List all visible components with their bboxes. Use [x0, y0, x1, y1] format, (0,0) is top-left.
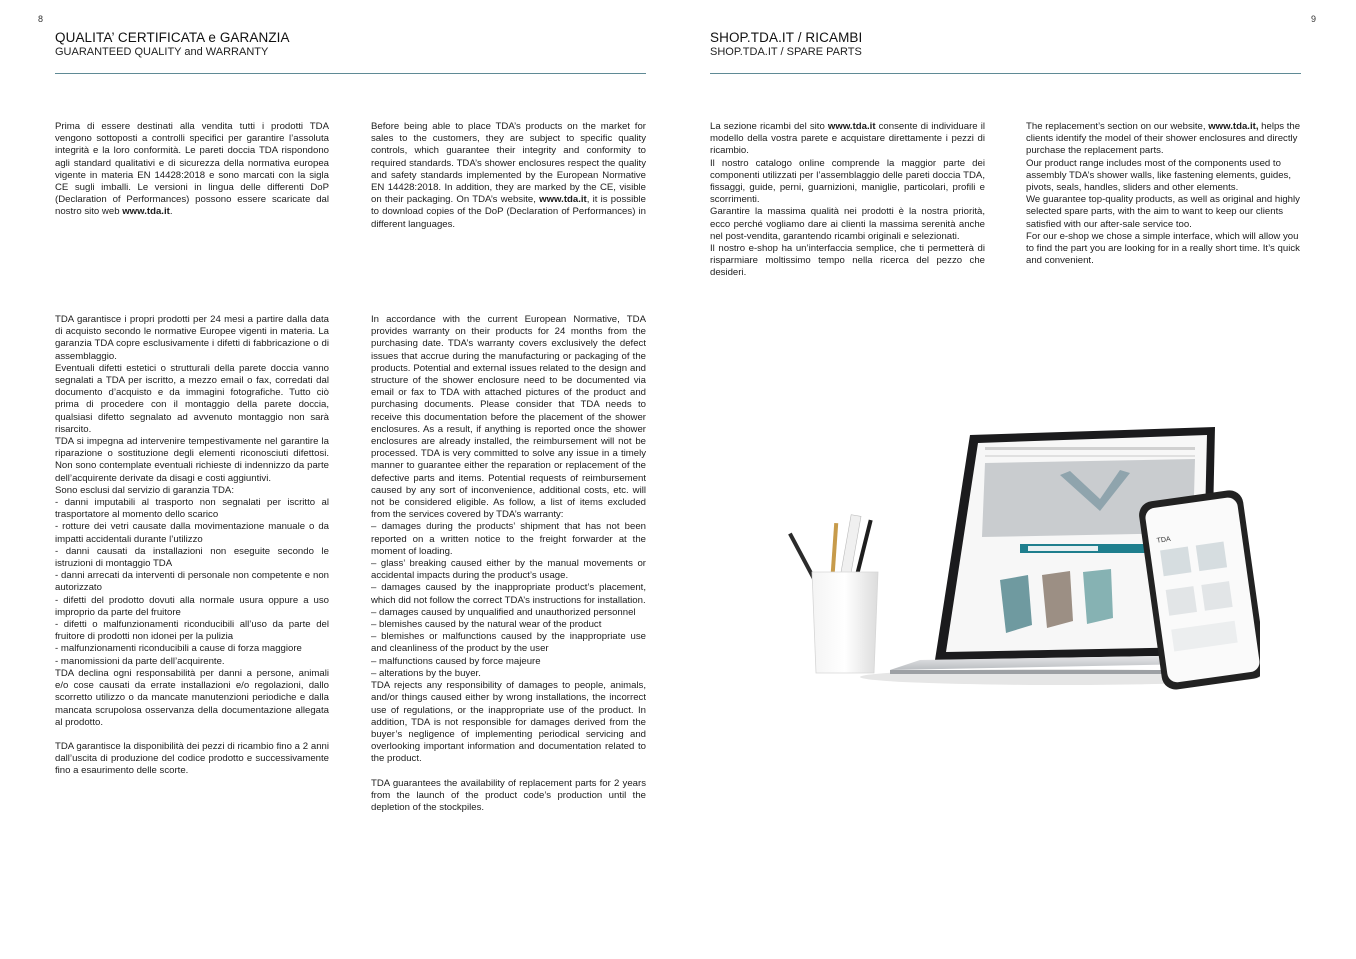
- en-spare-parts: TDA guarantees the availability of replacement parts for 2 years from the launch of the product code’s production until the depletion of the stockpiles.: [371, 777, 646, 813]
- phone-item-4: [1201, 581, 1232, 611]
- eshop-devices-illustration: [770, 415, 1260, 705]
- en-quality-text: Before being able to place TDA’s products on the market for sales to the customers, they are subject to specific quality controls, which guarantee their integrity and conformity to required standards. TDA’s shower enclosures respect the quality and safety standards implemented by the European Normative EN 14428:2018. In addition, they are marked by the CE, visible on their packaging. On TDA’s website, www.tda.it, it is possible to download copies of the DoP (Declaration of Performances) in different languages.: [371, 121, 647, 230]
- title-rule-left: [55, 73, 646, 74]
- tda-link-shop-en[interactable]: www.tda.it,: [1208, 121, 1259, 132]
- it-spare-parts: TDA garantisce la disponibilità dei pezzi di ricambio fino a 2 anni dall’uscita di produzione del codice prodotto e successivamente fino a esaurimento delle scorte.: [55, 740, 329, 777]
- tda-link-en[interactable]: www.tda.it: [539, 194, 587, 206]
- tda-link-it[interactable]: www.tda.it: [122, 206, 170, 218]
- page-number-right: 9: [1311, 14, 1317, 24]
- en-shop-text: The replacement’s section on our website, www.tda.it, helps the clients identify the model of their shower enclosures and directly purchase the replacement parts. Our product range includes most of the components used to assembly TDA’s shower walls, like fastening elements, guides, pivots, seals, handles, sliders and other elements. We guarantee top-quality products, as well as original and highly selected spare parts, with the aim to want to keep our clients satisfied with our after-sale service too. For our e-shop we chose a simple interface, which will allow you to find the part you are looking for in a really short time. It’s quick and convenient.: [1026, 121, 1301, 267]
- site-nav-bar: [985, 455, 1195, 457]
- en-warranty-text: In accordance with the current European Normative, TDA provides warranty on their products for 24 months from the purchasing date. TDA’s warranty covers exclusively the defect issues that accrue during the manufacturing or packaging of the products. Potential and external issues related to the design and structure of the shower enclosure need to be documented via email or fax to TDA with attached pictures of the product and purchasing documents. Please consider that TDA needs to receive this documentation before the placement of the shower enclosures. As a result, if anything is reported once the shower enclosures are already installed, the reimbursement will not be processed. TDA is very committed to solve any issue in a timely manner to guarantee either the reparation or replacement of the defective parts and items. Potential requests of reimbursement caused by any sort of inconvenience, additional costs, etc. will not be considered eligible. As follow, a list of items excluded from the services covered by TDA’s warranty: – damages during the products’ shipment that has not been reported on a written notice to the freight forwarder at the moment of loading. – glass’ breaking caused either by the manual movements or accidental impacts during the product’s usage. – damages caused by the inappropriate product’s placement, which did not follow the correct TDA’s instructions for installation. – damages caused by unqualified and unauthorized personnel – blemishes caused by the natural wear of the product – blemishes or malfunctions caused by the inappropriate use and cleanliness of the product by the user – malfunctions caused by force majeure – alterations by the buyer. TDA rejects any responsibility of damages to people, animals, and/or things caused either by wrong installations, the incorrect use of regulations, or the inappropriate use of the product. In addition, TDA is not responsible for damages derived from the buyer’s negligence of implementing periodical servicing and overlooking important information and documentation related to the product. TDA guarantees the availability of replacement parts for 2 years from the launch of the product code’s production until the depletion of the stockpiles.: [371, 314, 646, 813]
- section-subtitle-quality: GUARANTEED QUALITY and WARRANTY: [55, 46, 269, 58]
- it-shop-text: La sezione ricambi del sito www.tda.it consente di individuare il modello della vostra parete e acquistare direttamente i pezzi di ricambio. Il nostro catalogo online comprende la maggior parte dei componenti utilizzati per l’assemblaggio delle pareti doccia TDA, fissaggi, guide, perni, guarnizioni, maniglie, particolari, profili e scorrimenti. Garantire la massima qualità nei prodotti è la nostra priorità, ecco perché vogliamo dare ai clienti la massima serenità anche nel post-vendita, garantendo ricambi originali e selezionati. Il nostro e-shop ha un’interfaccia semplice, che ti permetterà di risparmiare moltissimo tempo nella ricerca del pezzo che desideri.: [710, 121, 986, 279]
- product-taupe: [1042, 571, 1073, 628]
- pen-holder: [812, 572, 878, 673]
- tda-link-shop-it[interactable]: www.tda.it: [827, 121, 876, 132]
- site-header-bar: [985, 447, 1195, 450]
- page-number-left: 8: [38, 14, 44, 24]
- section-title-shop: SHOP.TDA.IT / RICAMBI: [710, 30, 863, 45]
- phone-item-3: [1166, 586, 1197, 616]
- section-subtitle-shop: SHOP.TDA.IT / SPARE PARTS: [710, 46, 862, 58]
- site-search-field: [1028, 546, 1098, 551]
- product-aqua: [1083, 569, 1113, 624]
- it-warranty-text: TDA garantisce i propri prodotti per 24 mesi a partire dalla data di acquisto secondo le normative Europee vigenti in materia. La garanzia TDA copre esclusivamente i difetti di fabbricazione o di assemblaggio. Eventuali difetti estetici o strutturali della parete doccia vanno segnalati a TDA per iscritto, a mezzo email o fax, corredati dal documento d’acquisto e da immagini fotografiche. Tutto ciò prima di procedere con il montaggio della parete doccia, qualsiasi difetto segnalato ad avvenuto montaggio non sarà risarcito. TDA si impegna ad intervenire tempestivamente nel garantire la riparazione o sostituzione degli elementi riconosciuti difettosi. Non sono contemplate eventuali richieste di indennizzo da parte dell’acquirente derivate da disagi e costi aggiuntivi. Sono esclusi dal servizio di garanzia TDA: - danni imputabili al trasporto non segnalati per iscritto al trasportatore al momento dello scarico - rotture dei vetri causate dalla movimentazione manuale o da impatti accidentali durante l’utilizzo - danni causati da installazioni non eseguite secondo le istruzioni di montaggio TDA - danni arrecati da interventi di personale non competente e non autorizzato - difetti del prodotto dovuti alla normale usura oppure a uso improprio da parte del fruitore - difetti o malfunzionamenti riconducibili all’uso da parte del fruitore di prodotti non idonei per la pulizia - malfunzionamenti riconducibili a cause di forza maggiore - manomissioni da parte dell’acquirente. TDA declina ogni responsabilità per danni a persone, animali e/o cose causati da errate installazioni e/o regolazioni, dallo scorretto utilizzo o da mancate manutenzioni periodiche e dalla mancata scrupolosa osservanza della documentazione allegata al prodotto. TDA garantisce la disponibilità dei pezzi di ricambio fino a 2 anni dall’uscita di produzione del codice prodotto e successivamente fino a esaurimento delle scorte.: [55, 314, 329, 777]
- section-title-quality: QUALITA’ CERTIFICATA e GARANZIA: [55, 30, 290, 45]
- it-quality-text: Prima di essere destinati alla vendita tutti i prodotti TDA vengono sottoposti a controlli specifici per garantire l’assoluta integrità e la loro conformità. Le pareti doccia TDA rispondono agli standard qualitativi e di sicurezza della normativa europea vigente in materia EN 14428:2018 e sono marcati con la sigla CE sugli imballi. Le versioni in lingua delle differenti DoP (Declaration of Performances) possono essere scaricate dal nostro sito web www.tda.it.: [55, 121, 329, 218]
- title-rule-right: [710, 73, 1301, 74]
- phone-item-1: [1160, 547, 1191, 577]
- phone-brand: TDA: [1156, 535, 1172, 545]
- phone-item-2: [1196, 542, 1227, 572]
